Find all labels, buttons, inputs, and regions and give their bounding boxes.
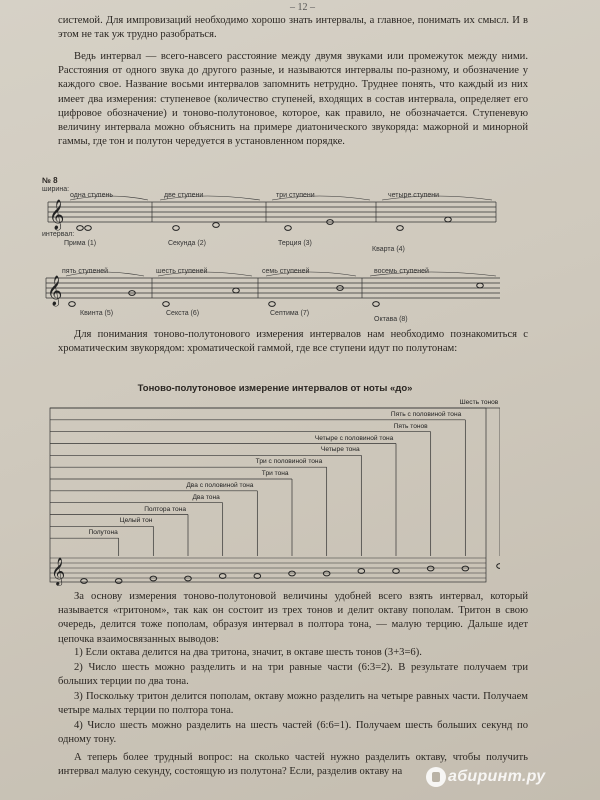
conclusion-2: 2) Число шесть можно разделить и на три равные части (6:3=2). В результате получаем три больших терции по два тона. (58, 662, 528, 688)
row-label-width: ширина: (42, 186, 70, 193)
step-label: Пять с половиной тона (390, 410, 462, 418)
chromatic-note (289, 571, 296, 576)
step-label: Шесть тонов (459, 399, 499, 406)
step-label: Полтора тона (144, 505, 186, 513)
staff-row-1 (40, 190, 500, 260)
paragraph-interval-definition: Ведь интервал — всего-навсего расстояние между двумя звуками или промежуток между ними. Расстояния от одного звука до другого разные, и называются интервалы по-разному, и обозначение у каждого свое. Название восьми интервалов запомнить нетрудно. Труднее понять, что каждый из них имеет два измерения: ступеневое (количество ступеней, входящих в состав интервала, определяет его цифровое обозначение) и тоново-полутоновое, которое, как правило, не обозначается. Ступеневую величину интервала можно объяснить на примере диатонического звукоряда: мажорной и минорной гаммы, где тон и полутон чередуется в установленном порядке. (58, 51, 528, 148)
chromatic-note (393, 569, 400, 574)
steps-diagram (38, 400, 500, 590)
step-label: Целый тон (119, 517, 153, 525)
chromatic-note (497, 564, 500, 569)
step-label-5: пять ступеней (62, 268, 109, 275)
step-label: Пять тонов (393, 422, 428, 430)
chromatic-note (115, 579, 122, 584)
conclusion-1: 1) Если октава делится на два тритона, значит, в октаве шесть тонов (3+3=6). (74, 647, 422, 658)
chromatic-note (427, 566, 434, 571)
page-number: – 12 – (290, 2, 315, 13)
step-label-4: четыре ступени (388, 192, 440, 199)
labirint-logo-icon (426, 767, 446, 787)
step-label: Три с половиной тона (255, 458, 323, 466)
interval-name-fifth: Квинта (5) (80, 310, 114, 317)
step-label-2: две ступени (164, 192, 204, 199)
chart-frame (50, 408, 486, 582)
interval-name-third: Терция (3) (278, 240, 312, 247)
chromatic-note (323, 571, 330, 576)
chromatic-note (150, 576, 157, 581)
chromatic-note (219, 574, 226, 579)
staff-row-2 (40, 266, 500, 332)
step-label-1: одна ступень (70, 192, 114, 199)
treble-clef-icon: 𝄞 (51, 557, 66, 585)
chromatic-note (185, 576, 192, 581)
step-label: Четыре с половиной тона (314, 434, 394, 442)
interval-name-sixth: Секста (6) (166, 310, 200, 317)
step-label-7: семь ступеней (262, 268, 310, 275)
interval-name-prima: Прима (1) (64, 240, 97, 247)
conclusion-3: 3) Поскольку тритон делится пополам, октаву можно разделить на четыре равных части. Получаем четыре малых терции по полтора тона. (58, 691, 528, 717)
chromatic-note (81, 579, 88, 584)
step-label: Два с половиной тона (186, 481, 254, 489)
interval-name-fourth: Кварта (4) (372, 246, 405, 253)
step-label: Три тона (261, 470, 289, 477)
chart-title: Тоново-полутоновое измерение интервалов от ноты «до» (137, 383, 413, 394)
chromatic-note (358, 569, 365, 574)
conclusion-4: 4) Число шесть можно разделить на шесть частей (6:6=1). Получаем шесть больших секунд по одному тону. (58, 720, 528, 746)
svg-text:𝄞: 𝄞 (49, 200, 65, 230)
chromatic-note (462, 566, 469, 571)
interval-name-octave: Октава (8) (374, 316, 408, 323)
paragraph-chromatic: Для понимания тоново-полутонового измерения интервалов нам необходимо познакомиться с хроматическим звукорядом: хроматической гаммой, где все ступени идут по полутонам: (58, 329, 528, 355)
paragraph-question: А теперь более трудный вопрос: на сколько частей нужно разделить октаву, чтобы получить интервал малую секунду, состоящую из полутона? Если, разделив октаву на (58, 752, 528, 778)
svg-text:𝄞: 𝄞 (47, 276, 63, 306)
chromatic-note (254, 574, 261, 579)
step-label-3: три ступени (276, 192, 315, 199)
step-label: Два тона (192, 493, 220, 501)
staff-1-notation (40, 190, 500, 260)
semitone-steps-chart (38, 400, 500, 590)
row-label-interval: интервал: (42, 231, 75, 238)
step-label: Полутона (88, 529, 118, 537)
step-label-8: восемь ступеней (374, 268, 429, 275)
step-label-6: шесть ступеней (156, 268, 208, 275)
paragraph-tritone: За основу измерения тоново-полутоновой величины удобней всего взять интервал, который называется «тритоном», так как он состоит из трех тонов и делит октаву пополам. Тритон в свою очередь, делится тоже пополам, образуя интервал в полтора тона, — малую терцию. Дальше идет цепочка взаимосвязанных выводов: (58, 591, 528, 645)
paragraph-intro: системой. Для импровизаций необходимо хорошо знать интервалы, а главное, понимать их смысл. И в этом не так уж трудно разобраться. (58, 15, 528, 41)
interval-name-seventh: Септима (7) (270, 310, 310, 317)
staff-2-notation (40, 266, 500, 332)
interval-name-second: Секунда (2) (168, 240, 206, 247)
watermark: абиринт.ру (448, 768, 546, 785)
step-label: Четыре тона (320, 446, 360, 454)
example-number: № 8 (42, 176, 58, 185)
